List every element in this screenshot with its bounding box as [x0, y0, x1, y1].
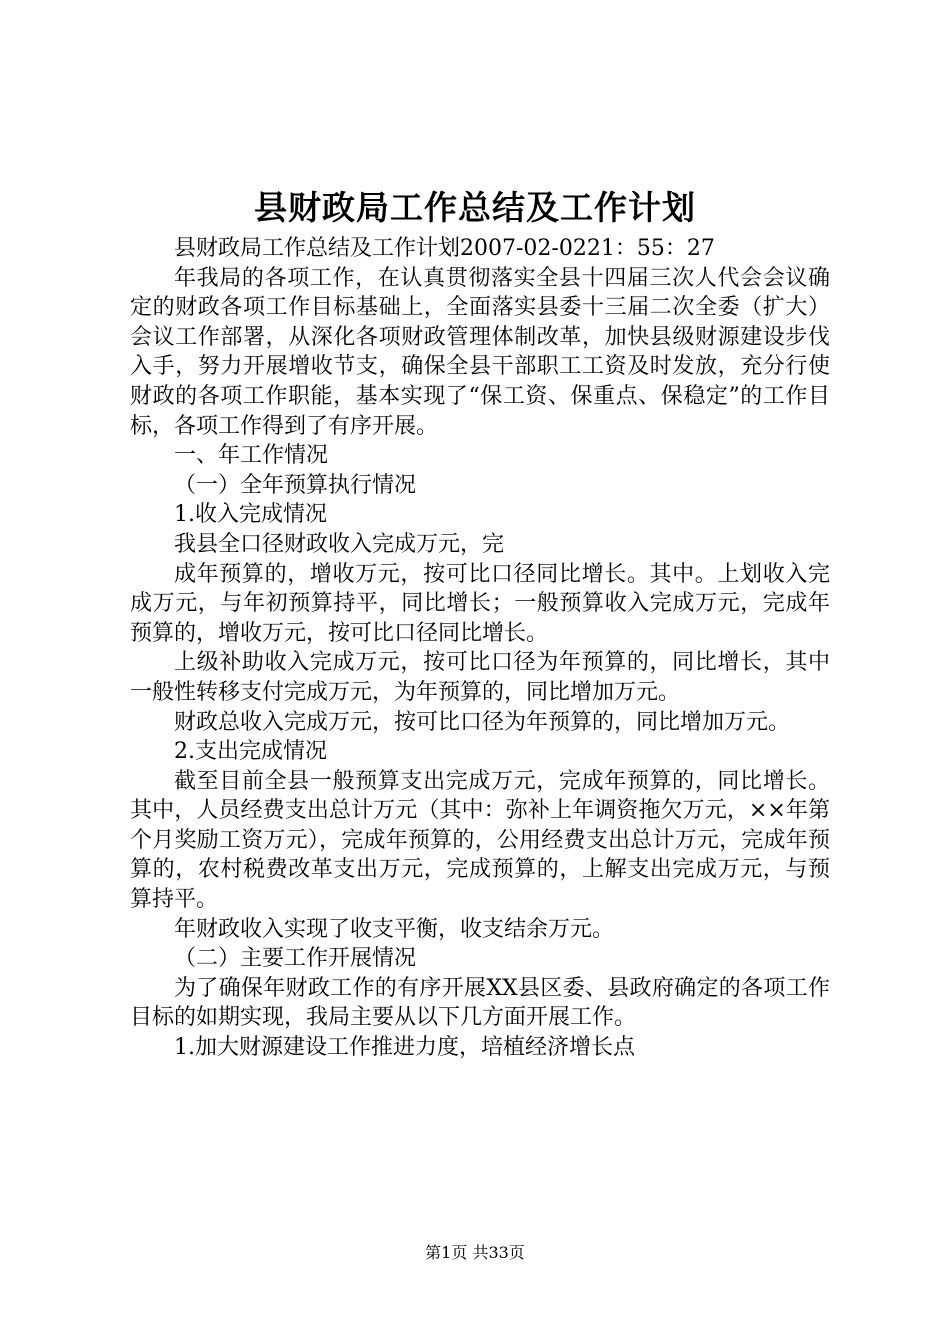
section-heading-work-status: 一、年工作情况 [174, 443, 329, 469]
paragraph-intro: 年我局的各项工作，在认真贯彻落实全县十四届三次人代会会议确定的财政各项工作目标基础上，全面落实县委十三届二次全委（扩大）会议工作部署，从深化各项财政管理体制改革，加快县级财源建设步伐入手，努力开展增收节支，确保全县干部职工工资及时发放，充分行使财政的各项工作职能，基本实现了“保工资、保重点、保稳定”的工作目标，各项工作得到了有序开展。 [130, 265, 830, 439]
item-heading-revenue-source: 1.加大财源建设工作推进力度，培植经济增长点 [174, 1035, 635, 1061]
subsection-heading-budget: （一）全年预算执行情况 [174, 472, 417, 498]
item-heading-expenditure: 2.支出完成情况 [174, 739, 327, 765]
paragraph-main-work: 为了确保年财政工作的有序开展XX县区委、县政府确定的各项工作目标的如期实现，我局主要从以下几方面开展工作。 [130, 975, 830, 1031]
paragraph-subsidy: 上级补助收入完成万元，按可比口径为年预算的，同比增长，其中一般性转移支付完成万元，为年预算的，同比增加万元。 [130, 650, 830, 705]
paragraph-datetime: 县财政局工作总结及工作计划2007-02-0221：55：27 [174, 236, 715, 261]
paragraph-total-income: 财政总收入完成万元，按可比口径为年预算的，同比增加万元。 [174, 709, 791, 735]
subsection-heading-main-work: （二）主要工作开展情况 [174, 946, 417, 972]
paragraph-income-1: 我县全口径财政收入完成万元，完 [174, 531, 505, 557]
page-number-label: 第1页 共33页 [425, 1243, 525, 1262]
document-title: 县财政局工作总结及工作计划 [254, 188, 696, 227]
page-footer [0, 1242, 950, 1264]
paragraph-expenditure: 截至目前全县一般预算支出完成万元，完成年预算的，同比增长。其中，人员经费支出总计万元（其中：弥补上年调资拖欠万元，××年第个月奖励工资万元），完成年预算的，公用经费支出总计万元，完成年预算的，农村税费改革支出万元，完成预算的，上解支出完成万元，与预算持平。 [130, 768, 830, 913]
document-body [130, 234, 830, 1063]
paragraph-income-2: 成年预算的，增收万元，按可比口径同比增长。其中。上划收入完成万元，与年初预算持平，同比增长；一般预算收入完成万元，完成年预算的，增收万元，按可比口径同比增长。 [130, 561, 830, 646]
paragraph-balance: 年财政收入实现了收支平衡，收支结余万元。 [174, 916, 615, 942]
item-heading-income: 1.收入完成情况 [174, 502, 327, 528]
